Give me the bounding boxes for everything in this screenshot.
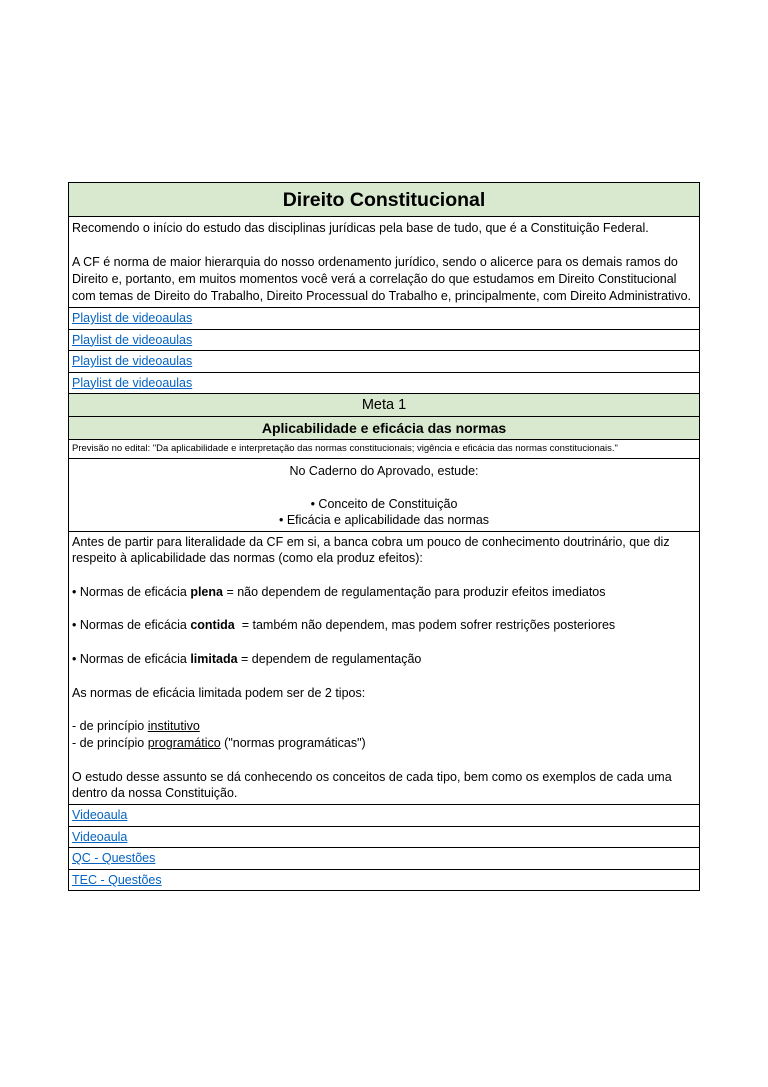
eficacia-plena-line: • Normas de eficácia plena = não dependem de regulamentação para produzir efeitos imediatos bbox=[72, 584, 606, 599]
caderno-heading: No Caderno do Aprovado, estude: bbox=[289, 463, 479, 478]
intro-block bbox=[69, 217, 699, 308]
caderno-item-2: • Eficácia e aplicabilidade das normas bbox=[278, 513, 490, 527]
resource-row-2 bbox=[69, 827, 699, 849]
content-conclusion: O estudo desse assunto se dá conhecendo os conceitos de cada tipo, bem como os exemplos de cada uma dentro da nossa Constituição. bbox=[72, 769, 672, 801]
intro-paragraph-2: A CF é norma de maior hierarquia do nosso ordenamento jurídico, sendo o alicerce para os demais ramos do Direito e, portanto, em muitos momentos você verá a correlação do que estudamos em Direito Constitucional com temas de Direito do Trabalho, Direito Processual do Trabalho e, principalmente, com Direito Administrativo. bbox=[72, 255, 692, 303]
qc-questoes-link[interactable]: QC - Questões bbox=[72, 851, 156, 866]
tipo-institutivo-line: - de princípio institutivo bbox=[72, 719, 200, 734]
resource-row-4 bbox=[69, 870, 699, 892]
limitada-term: limitada bbox=[190, 652, 238, 667]
playlist-link-3[interactable]: Playlist de videoaulas bbox=[72, 354, 193, 368]
plena-term: plena bbox=[190, 584, 223, 599]
content-block bbox=[69, 532, 699, 806]
content-intro: Antes de partir para literalidade da CF em si, a banca cobra um pouco de conhecimento doutrinário, que diz respeito à aplicabilidade das normas (como ela produz efeitos): bbox=[72, 534, 670, 566]
tec-questoes-link[interactable]: TEC - Questões bbox=[72, 872, 162, 887]
playlist-link-4[interactable]: Playlist de videoaulas bbox=[72, 375, 193, 390]
videoaula-link-2[interactable]: Videoaula bbox=[72, 829, 128, 844]
videoaula-link-1[interactable]: Videoaula bbox=[72, 808, 128, 823]
playlist-link-2[interactable]: Playlist de videoaulas bbox=[72, 332, 193, 347]
study-plan-table bbox=[68, 182, 700, 891]
institutivo-term: institutivo bbox=[147, 719, 200, 734]
contida-term: contida bbox=[190, 618, 235, 633]
topic-title: Aplicabilidade e eficácia das normas bbox=[69, 417, 699, 440]
playlist-link-1[interactable]: Playlist de videoaulas bbox=[72, 311, 193, 325]
playlist-row-3 bbox=[69, 351, 699, 373]
resource-row-1 bbox=[69, 805, 699, 827]
page-title: Direito Constitucional bbox=[69, 183, 699, 217]
meta-header: Meta 1 bbox=[69, 394, 699, 417]
eficacia-contida-line: • Normas de eficácia contida = também não dependem, mas podem sofrer restrições posteriores bbox=[72, 618, 616, 633]
caderno-block bbox=[69, 459, 699, 532]
resource-row-3 bbox=[69, 848, 699, 870]
tipos-intro: As normas de eficácia limitada podem ser de 2 tipos: bbox=[72, 685, 366, 700]
edital-note: Previsão no edital: "Da aplicabilidade e interpretação das normas constitucionais; vigência e eficácia das normas constitucionais." bbox=[69, 440, 699, 459]
playlist-row-4 bbox=[69, 373, 699, 395]
tipo-programatico-line: - de princípio programático ("normas programáticas") bbox=[72, 736, 366, 751]
eficacia-limitada-line: • Normas de eficácia limitada = dependem de regulamentação bbox=[72, 652, 422, 667]
programatico-term: programático bbox=[147, 736, 221, 751]
caderno-item-1: • Conceito de Constituição bbox=[310, 496, 458, 511]
playlist-row-1 bbox=[69, 308, 699, 330]
playlist-row-2 bbox=[69, 330, 699, 352]
intro-paragraph-1: Recomendo o início do estudo das disciplinas jurídicas pela base de tudo, que é a Constituição Federal. bbox=[72, 221, 649, 235]
